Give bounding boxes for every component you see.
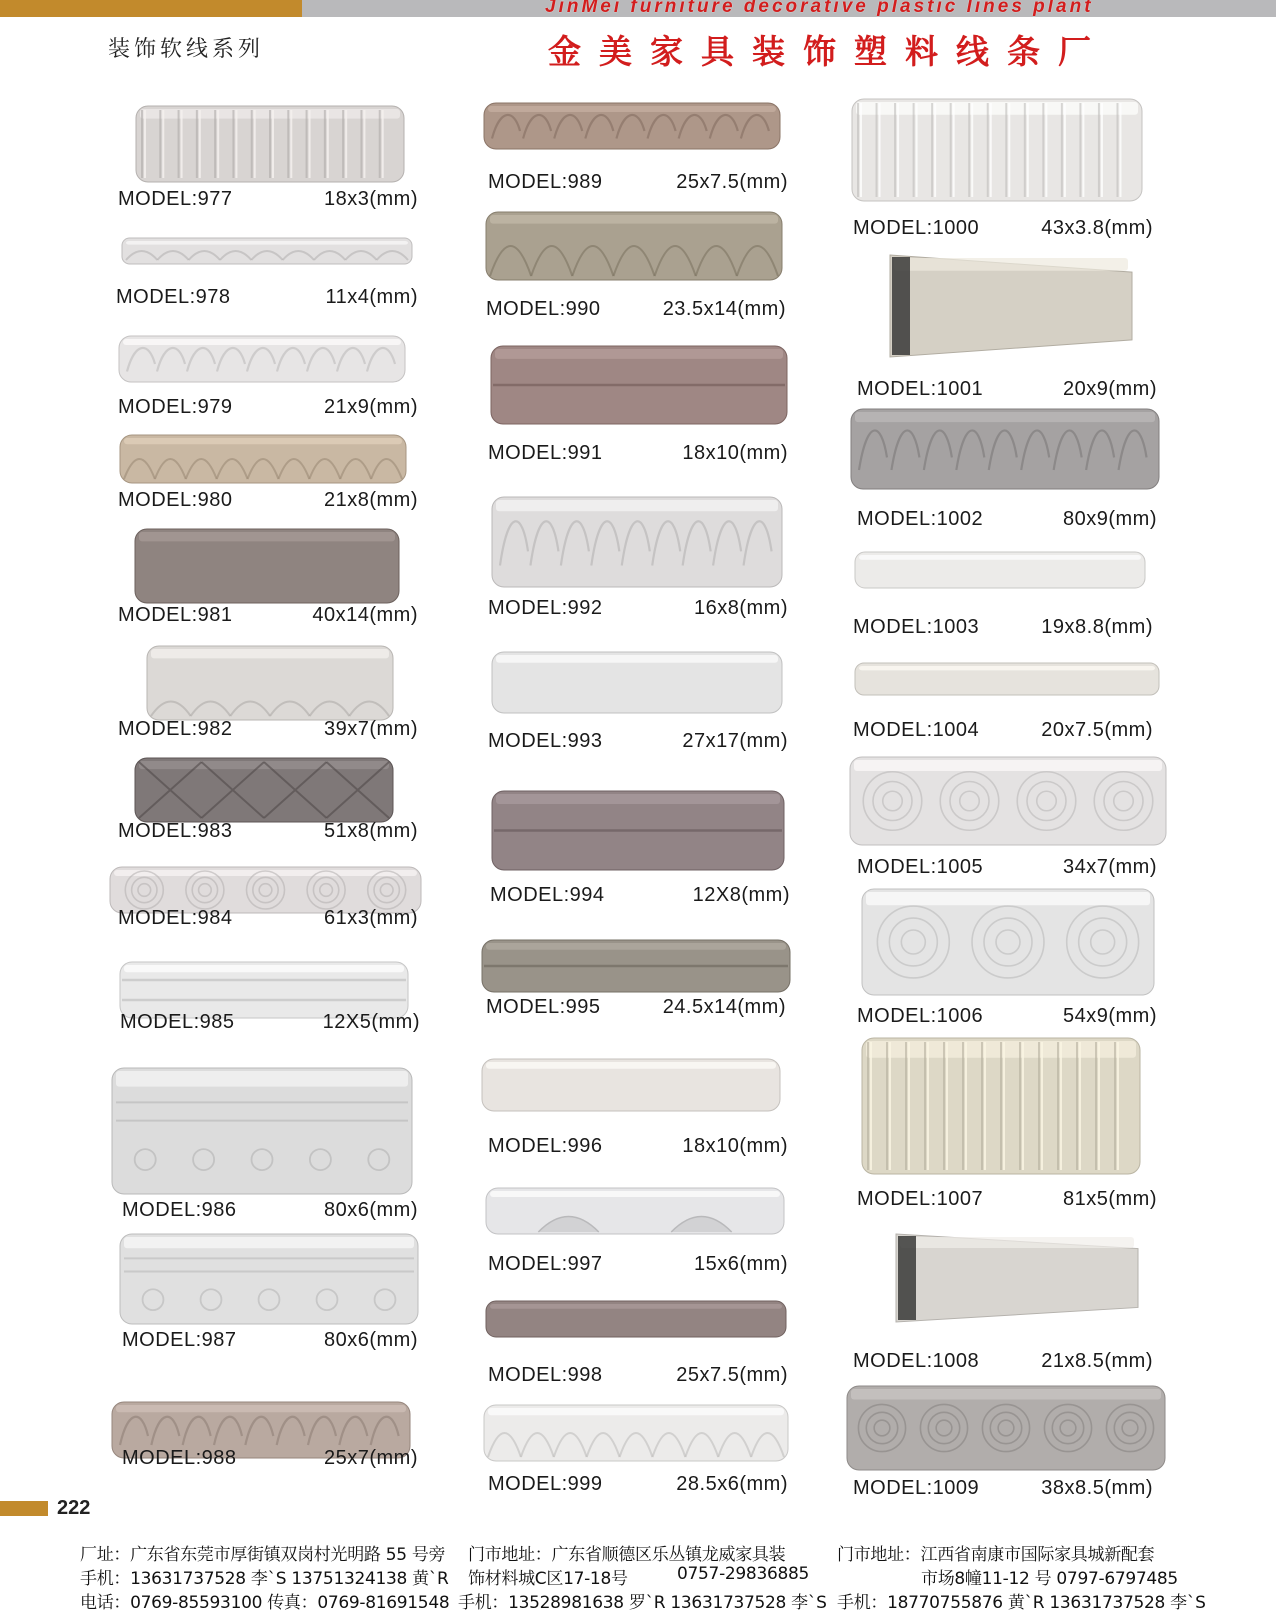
product-image: [860, 887, 1156, 997]
product-image: [848, 755, 1168, 847]
product-caption: [120, 1011, 420, 1035]
product-caption: [857, 378, 1157, 402]
molding-highlight: [139, 532, 395, 541]
product-image: [120, 236, 414, 266]
product-image: [134, 104, 406, 184]
product-image: [133, 527, 401, 605]
product-image: [853, 661, 1161, 697]
product-image: [118, 1232, 420, 1326]
model-number: MODEL:987: [122, 1329, 237, 1351]
page-number-bar: [0, 1501, 48, 1516]
model-number: MODEL:978: [116, 286, 231, 308]
product-caption: [857, 1188, 1157, 1212]
company-title: 金美家具装饰塑料线条厂: [548, 32, 1109, 71]
product-image: [482, 101, 782, 151]
molding-highlight: [900, 1237, 1134, 1248]
model-number: MODEL:998: [488, 1364, 603, 1386]
product-caption: [857, 1005, 1157, 1029]
product-image: [490, 495, 784, 589]
model-number: MODEL:982: [118, 718, 233, 740]
dimension-label: 18x10(mm): [682, 442, 788, 464]
model-number: MODEL:979: [118, 396, 233, 418]
molding-highlight: [851, 1389, 1161, 1400]
factory-address: 厂址：广东省东莞市厚街镇双岗村光明路 55 号旁: [80, 1545, 446, 1565]
product-image: [849, 407, 1161, 491]
molding-highlight: [496, 794, 780, 804]
molding-highlight: [123, 339, 401, 345]
molding-highlight: [490, 1191, 780, 1197]
product-caption: [118, 188, 418, 212]
dimension-label: 80x6(mm): [323, 1329, 418, 1351]
molding-highlight: [151, 649, 389, 658]
model-number: MODEL:986: [122, 1199, 237, 1221]
product-caption: [853, 217, 1153, 241]
product-image: [489, 344, 789, 426]
model-number: MODEL:990: [486, 298, 601, 320]
model-number: MODEL:1008: [853, 1350, 980, 1372]
product-caption: [490, 884, 790, 908]
dimension-label: 80x9(mm): [1062, 508, 1157, 530]
product-caption: [488, 597, 788, 621]
product-caption: [488, 171, 788, 195]
product-image: [888, 253, 1134, 359]
model-number: MODEL:997: [488, 1253, 603, 1275]
product-caption: [118, 907, 418, 931]
dimension-label: 51x8(mm): [323, 820, 418, 842]
dimension-label: 54x9(mm): [1062, 1005, 1157, 1027]
molding-highlight: [488, 106, 776, 112]
dimension-label: 38x8.5(mm): [1041, 1477, 1153, 1499]
molding-relief: [898, 1236, 916, 1320]
product-caption: [488, 1364, 788, 1388]
molding-highlight: [496, 500, 778, 511]
product-image: [860, 1036, 1142, 1176]
product-caption: [122, 1447, 418, 1471]
molding-highlight: [854, 760, 1162, 771]
product-caption: [488, 1135, 788, 1159]
dimension-label: 18x3(mm): [323, 188, 418, 210]
product-image: [145, 644, 395, 722]
product-caption: [118, 604, 418, 628]
product-image: [110, 1066, 414, 1196]
product-caption: [122, 1329, 418, 1353]
dimension-label: 39x7(mm): [323, 718, 418, 740]
product-caption: [853, 616, 1153, 640]
model-number: MODEL:985: [120, 1011, 235, 1033]
dimension-label: 43x3.8(mm): [1041, 217, 1153, 239]
product-caption: [853, 1350, 1153, 1374]
molding-relief: [892, 257, 910, 355]
model-number: MODEL:1001: [857, 378, 984, 400]
dimension-label: 21x8.5(mm): [1041, 1350, 1153, 1372]
product-caption: [488, 1253, 788, 1277]
product-image: [480, 1057, 782, 1113]
molding-highlight: [855, 412, 1155, 422]
dimension-label: 11x4(mm): [325, 286, 418, 308]
product-image: [850, 97, 1144, 203]
dimension-label: 27x17(mm): [682, 730, 788, 752]
product-caption: [118, 396, 418, 420]
molding-body: [112, 1068, 412, 1194]
model-number: MODEL:977: [118, 188, 233, 210]
product-image: [490, 650, 784, 715]
shunde-mobile: 手机：13528981638 罗`R 13631737528 李`S: [458, 1593, 827, 1613]
store-address-shunde: 门市地址：广东省顺德区乐丛镇龙威家具装: [468, 1545, 786, 1565]
product-image: [482, 1403, 790, 1463]
product-caption: [488, 442, 788, 466]
model-number: MODEL:981: [118, 604, 233, 626]
model-number: MODEL:1000: [853, 217, 980, 239]
product-image: [845, 1384, 1167, 1472]
product-image: [853, 550, 1147, 590]
product-caption: [486, 298, 786, 322]
model-number: MODEL:984: [118, 907, 233, 929]
molding-highlight: [124, 1237, 414, 1248]
model-number: MODEL:1002: [857, 508, 984, 530]
dimension-label: 40x14(mm): [312, 604, 418, 626]
product-image: [480, 938, 792, 994]
dimension-label: 19x8.8(mm): [1041, 616, 1153, 638]
page-number: 222: [57, 1497, 91, 1519]
model-number: MODEL:992: [488, 597, 603, 619]
product-caption: [853, 719, 1153, 743]
dimension-label: 24.5x14(mm): [662, 996, 786, 1018]
model-number: MODEL:991: [488, 442, 603, 464]
model-number: MODEL:996: [488, 1135, 603, 1157]
model-number: MODEL:1004: [853, 719, 980, 741]
model-number: MODEL:1009: [853, 1477, 980, 1499]
dimension-label: 80x6(mm): [323, 1199, 418, 1221]
dimension-label: 25x7(mm): [323, 1447, 418, 1469]
molding-highlight: [486, 1062, 776, 1069]
product-caption: [857, 508, 1157, 532]
dimension-label: 21x9(mm): [323, 396, 418, 418]
product-image: [484, 1299, 788, 1339]
product-caption: [116, 286, 418, 310]
model-number: MODEL:1003: [853, 616, 980, 638]
dimension-label: 15x6(mm): [693, 1253, 788, 1275]
dimension-label: 18x10(mm): [682, 1135, 788, 1157]
dimension-label: 12X8(mm): [692, 884, 790, 906]
model-number: MODEL:988: [122, 1447, 237, 1469]
dimension-label: 28.5x6(mm): [676, 1473, 788, 1495]
molding-highlight: [496, 655, 778, 663]
dimension-label: 25x7.5(mm): [676, 1364, 788, 1386]
model-number: MODEL:980: [118, 489, 233, 511]
product-image: [117, 334, 407, 384]
model-number: MODEL:995: [486, 996, 601, 1018]
model-number: MODEL:994: [490, 884, 605, 906]
dimension-label: 16x8(mm): [693, 597, 788, 619]
product-image: [118, 433, 408, 485]
molding-highlight: [490, 1304, 782, 1309]
molding-highlight: [116, 1405, 406, 1412]
dimension-label: 21x8(mm): [323, 489, 418, 511]
molding-highlight: [124, 438, 402, 444]
model-number: MODEL:1005: [857, 856, 984, 878]
store-address-nankang: 门市地址：江西省南康市国际家具城新配套: [837, 1545, 1155, 1565]
product-image: [484, 210, 784, 282]
top-accent-bar: [0, 0, 302, 17]
molding-highlight: [486, 943, 786, 950]
product-caption: [118, 820, 418, 844]
molding-highlight: [488, 1408, 784, 1415]
product-image: [894, 1232, 1140, 1324]
product-image: [133, 756, 395, 824]
molding-highlight: [859, 555, 1141, 560]
model-number: MODEL:983: [118, 820, 233, 842]
product-image: [490, 789, 786, 872]
molding-highlight: [495, 349, 783, 359]
shunde-address-cont: 饰材料城C区17-18号: [468, 1569, 628, 1589]
molding-highlight: [126, 241, 408, 245]
model-number: MODEL:1006: [857, 1005, 984, 1027]
english-title: JinMei furniture decorative plastic lines plant: [545, 0, 1094, 17]
dimension-label: 34x7(mm): [1062, 856, 1157, 878]
molding-highlight: [866, 892, 1150, 905]
dimension-label: 20x9(mm): [1062, 378, 1157, 400]
molding-highlight: [859, 666, 1155, 670]
shunde-phone: 0757-29836885: [677, 1564, 810, 1584]
product-caption: [118, 718, 418, 742]
dimension-label: 12X5(mm): [322, 1011, 420, 1033]
model-number: MODEL:993: [488, 730, 603, 752]
factory-phone-fax: 电话：0769-85593100 传真：0769-81691548: [80, 1593, 450, 1613]
factory-mobile: 手机：13631737528 李`S 13751324138 黄`R: [80, 1569, 449, 1589]
dimension-label: 20x7.5(mm): [1041, 719, 1153, 741]
molding-highlight: [116, 1071, 408, 1087]
molding-highlight: [124, 965, 404, 972]
model-number: MODEL:989: [488, 171, 603, 193]
nankang-mobile: 手机：18770755876 黄`R 13631737528 李`S: [837, 1593, 1206, 1613]
product-caption: [853, 1477, 1153, 1501]
model-number: MODEL:999: [488, 1473, 603, 1495]
product-caption: [486, 996, 786, 1020]
nankang-address-cont: 市场8幢11-12 号 0797-6797485: [921, 1569, 1178, 1589]
model-number: MODEL:1007: [857, 1188, 984, 1210]
product-caption: [488, 730, 788, 754]
dimension-label: 81x5(mm): [1062, 1188, 1157, 1210]
product-caption: [122, 1199, 418, 1223]
product-caption: [857, 856, 1157, 880]
molding-highlight: [894, 258, 1128, 271]
product-caption: [488, 1473, 788, 1497]
molding-highlight: [490, 215, 778, 224]
series-title: 装饰软线系列: [108, 37, 265, 62]
dimension-label: 25x7.5(mm): [676, 171, 788, 193]
dimension-label: 61x3(mm): [323, 907, 418, 929]
product-caption: [118, 489, 418, 513]
product-image: [484, 1186, 786, 1236]
dimension-label: 23.5x14(mm): [662, 298, 786, 320]
